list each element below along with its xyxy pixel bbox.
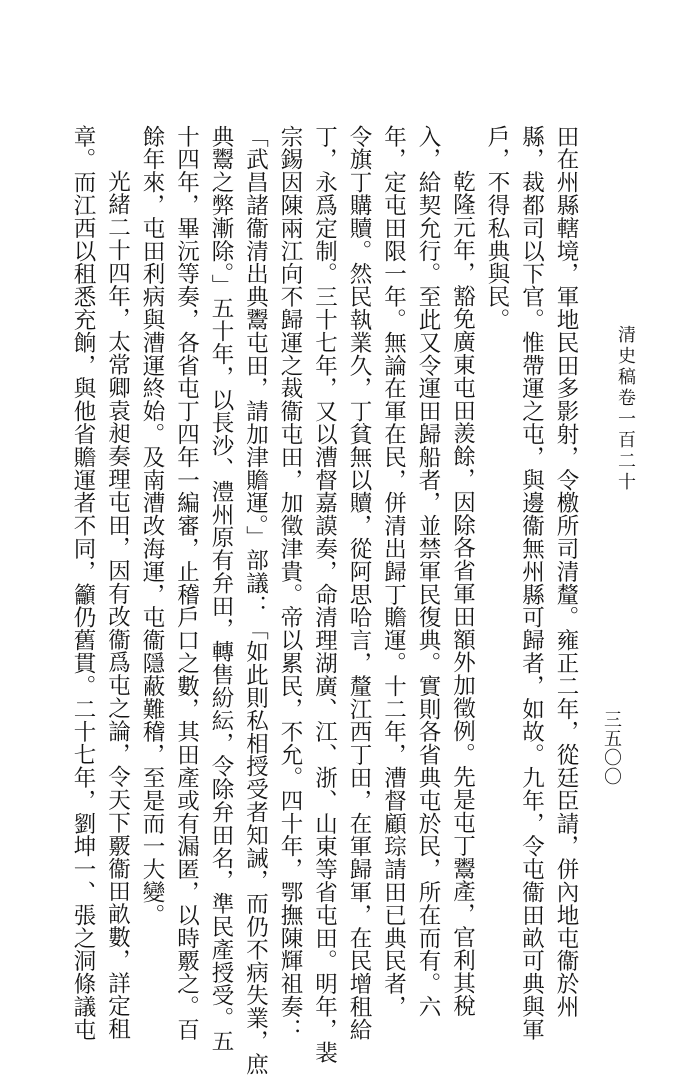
text-column: 典鬻之弊漸除。」五十年，以長沙、澧州原有弁田，轉售紛紜，令除弁田名，準民產授受。五: [208, 125, 234, 1053]
text-column: 宗錫因陳兩江向不歸運之裁衞屯田，加徵津貴。帝以累民，不允。四十年，鄂撫陳輝祖奏：: [277, 125, 303, 1041]
page-number: 三五〇〇: [601, 710, 622, 786]
body-text: [66, 125, 584, 1076]
text-column: 年，定屯田限一年。無論在軍在民，併清出歸丁贍運。十二年，漕督顧琮請田已典民者，: [380, 125, 407, 1019]
text-column: 「武昌諸衞清出典鬻屯田，請加津贍運。」部議：「如此則私相授受者知誡，而仍不病失業，庶: [242, 125, 269, 1076]
text-column: 縣，裁都司以下官。惟帶運之屯，與邊衞無州縣可歸者，如故。九年，令屯衞田畝可典與軍: [518, 125, 545, 1041]
text-column: 丁，永爲定制。三十七年，又以漕督嘉謨奏，命清理湖廣、江、浙、山東等省屯田。明年，裴: [311, 125, 338, 1064]
text-column: 十四年，畢沅等奏，各省屯丁四年一編審，止稽戶口之數，其田產或有漏匿，以時覈之。百: [173, 125, 200, 1041]
text-column: 令旗丁購贖。然民執業久，丁貧無以贖，從阿思哈言，釐江西丁田，在軍歸軍，在民增租給: [346, 125, 372, 1041]
running-head: 清史稿卷一百二十: [615, 325, 636, 493]
text-column: 戶，不得私典與民。: [484, 125, 510, 332]
text-column: 章。而江西以租悉充餉，與他省贍運者不同，籲仍舊貫。二十七年，劉坤一、張之洞條議屯: [70, 125, 96, 1041]
text-column: 乾隆元年，豁免廣東屯田羨餘，因除各省軍田額外加徵例。先是屯丁鬻產，官利其稅: [449, 170, 476, 1018]
text-column: 田在州縣轄境，軍地民田多影射，令檄所司清釐。雍正二年，從廷臣請，併內地屯衞於州: [553, 125, 579, 1019]
text-column: 光緒二十四年，太常卿袁昶奏理屯田，因有改衞爲屯之論，令天下覈衞田畝數，詳定租: [104, 170, 131, 1041]
text-column: 餘年來，屯田利病與漕運終始。及南漕改海運，屯衞隱蔽難稽，至是而一大變。: [139, 125, 165, 927]
text-column: 入，給契允行。至此又令運田歸船者，並禁軍民復典。實則各省典屯於民，所在而有。六: [415, 125, 441, 1019]
